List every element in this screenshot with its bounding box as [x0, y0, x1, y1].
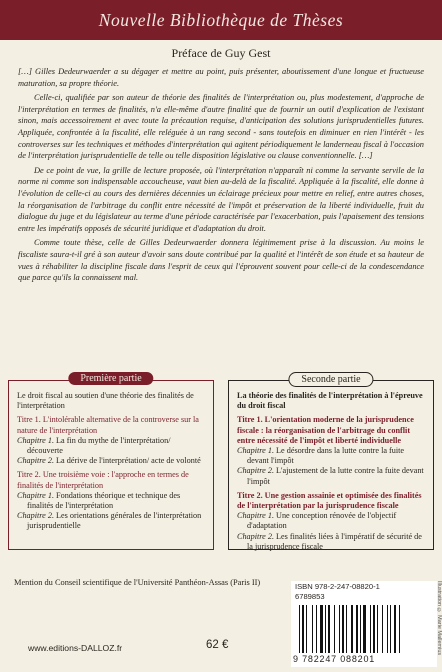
barcode-bar	[377, 605, 378, 653]
product-code: 6789853	[295, 592, 325, 601]
part-two-column	[228, 374, 434, 551]
barcode-bar	[394, 605, 397, 653]
chapter-line: Chapitre 2. L'ajustement de la lutte contre la fuite devant l'impôt	[237, 466, 424, 486]
barcode-bar	[299, 605, 300, 653]
part-two-box	[228, 380, 434, 550]
part-one-title-2: Titre 2. Une troisième voie : l'approche en termes de finalités de l'interprétation	[17, 470, 189, 490]
council-mention: Mention du Conseil scientifique de l'Université Panthéon-Assas (Paris II)	[14, 578, 261, 587]
publisher-website[interactable]: www.editions-DALLOZ.fr	[28, 643, 123, 653]
chapter-line: Chapitre 1. La fin du mythe de l'interprétation/ découverte	[17, 435, 171, 456]
barcode-bar	[316, 605, 317, 653]
series-banner	[0, 0, 442, 40]
barcode-bar	[312, 605, 314, 653]
barcode-bar	[351, 605, 354, 653]
barcode-bar	[306, 605, 307, 653]
preface-paragraph: Celle-ci, qualifiée par son auteur de théorie des finalités de l'interprétation ou, plus modestement, d'approche de l'interprétation en termes de finalités, n'a elle-même d'autre finalité que de fournir un outil d'explication de l'existant sinon, mais accessoirement et avec toute la précaution requise, d'anticipation des solutions jurisprudentielles futures. Appliquée, confrontée à la fiscalité, elle reléguée à un rang second - sans toutefois en diminuer en rien l'intérêt - les controverses sur les techniques et méthodes d'interprétation qui agitent périodiquement le landerneau fiscal à l'occasion de l'interprétation jurisprudentielle de telle ou telle disposition législative ou clause conventionnelle. […]	[18, 93, 424, 161]
chapter-line: Chapitre 1. Fondations théorique et technique des finalités de l'interprétation	[17, 490, 181, 511]
barcode-bar	[370, 605, 371, 653]
chapter-line: Chapitre 2. Les orientations générales de l'interprétation jurisprudentielle	[17, 511, 202, 531]
barcode-bar	[320, 605, 323, 653]
barcode-bar	[363, 605, 366, 653]
barcode-bar	[360, 605, 361, 653]
chapter-line: Chapitre 2. La dérive de l'interprétation/ acte de volonté	[17, 456, 201, 466]
preface-title: Préface de Guy Gest	[171, 46, 271, 60]
barcode-bar	[399, 605, 400, 653]
barcode-block	[291, 581, 437, 667]
preface-text	[18, 66, 424, 287]
barcode-bar	[302, 605, 304, 653]
part-two-heading: La théorie des finalités de l'interprétation à l'épreuve du droit fiscal	[237, 391, 423, 411]
chapter-line: Chapitre 2. Les finalités liées à l'impératif de sécurité de la jurisprudence fiscale	[237, 531, 422, 551]
barcode-bar	[373, 605, 375, 653]
preface-paragraph: […] Gilles Dedeurwaerder a su dégager et mettre au point, puis présenter, aboutissement d'une longue et fructueuse maturation, sa propre théorie.	[18, 67, 424, 88]
barcode-bar	[328, 605, 330, 653]
barcode-bar	[334, 605, 335, 653]
barcode-bar	[356, 605, 358, 653]
barcode-digits: 9 782247 088201	[293, 654, 376, 664]
barcode-bar	[382, 605, 383, 653]
barcode-bar	[325, 605, 326, 653]
barcode-bar	[339, 605, 340, 653]
part-one-column	[8, 373, 214, 550]
photo-credit: Illustration © Marie Mallemius	[436, 581, 442, 656]
part-two-title-1: Titre 1. L'orientation moderne de la jurisprudence fiscale : la réorganisation de l'arbitrage du conflit entre nécessité de l'impôt et liberté individuelle	[237, 415, 414, 445]
preface-paragraph: Comme toute thèse, celle de Gilles Dedeurwaerder donnera légitimement prise à la discussion. Au moins le fiscaliste saura-t-il gré à son auteur d'avoir sans doute contribué par la qualité et l'intérêt de son étude et sa hauteur de vues à réhabiliter la discipline fiscale dans l'esprit de ceux qui l'éprouvent souvent pour celle-ci de la condescendance que parce qu'ils la connaissent mal.	[18, 238, 424, 283]
series-title: Nouvelle Bibliothèque de Thèses	[98, 9, 344, 30]
barcode-bar	[387, 605, 388, 653]
price: 62 €	[206, 639, 229, 651]
chapter-line: Chapitre 1. Le désordre dans la lutte contre la fuite devant l'impôt	[237, 446, 405, 466]
part-two-title-2: Titre 2. Une gestion assainie et optimisée des finalités de l'interprétation par la jurisprudence fiscale	[237, 490, 422, 511]
part-one-tab: Première partie	[68, 372, 153, 385]
part-two-tab: Seconde partie	[288, 372, 373, 387]
barcode-bar	[390, 605, 392, 653]
part-one-title-1: Titre 1. L'intolérable alternative de la controverse sur la nature de l'interprétation	[17, 415, 199, 435]
part-one-box	[8, 380, 214, 550]
isbn-number: ISBN 978-2-247-08820-1	[295, 582, 380, 591]
barcode-bar	[346, 605, 347, 653]
barcode-bars	[299, 605, 419, 653]
preface-paragraph: De ce point de vue, la grille de lecture proposée, où l'interprétation n'apparaît ni comme la servante servile de la norme ni comme son indispensable accoucheuse, vaut bien au-delà de la fiscalité. Appliquée à la fiscalité, elle donne à l'évolution de celle-ci au cours des dernières décennies un éclairage précieux pour mettre en relief, entre autres choses, la réorganisation de l'arbitrage du conflit entre nécessité de l'impôt et préservation de la liberté individuelle, fruit du dialogue du juge et du législateur au terme d'une période caractérisée par l'exacerbation, puis l'apaisement des tensions entre les impératifs opposés de sécurité juridique et d'adaptation du droit.	[18, 165, 424, 233]
part-one-heading: Le droit fiscal au soutien d'une théorie des finalités de l'interprétation	[17, 391, 194, 411]
chapter-line: Chapitre 1. Une conception rénovée de l'objectif d'adaptation	[237, 511, 397, 531]
barcode-bar	[342, 605, 344, 653]
